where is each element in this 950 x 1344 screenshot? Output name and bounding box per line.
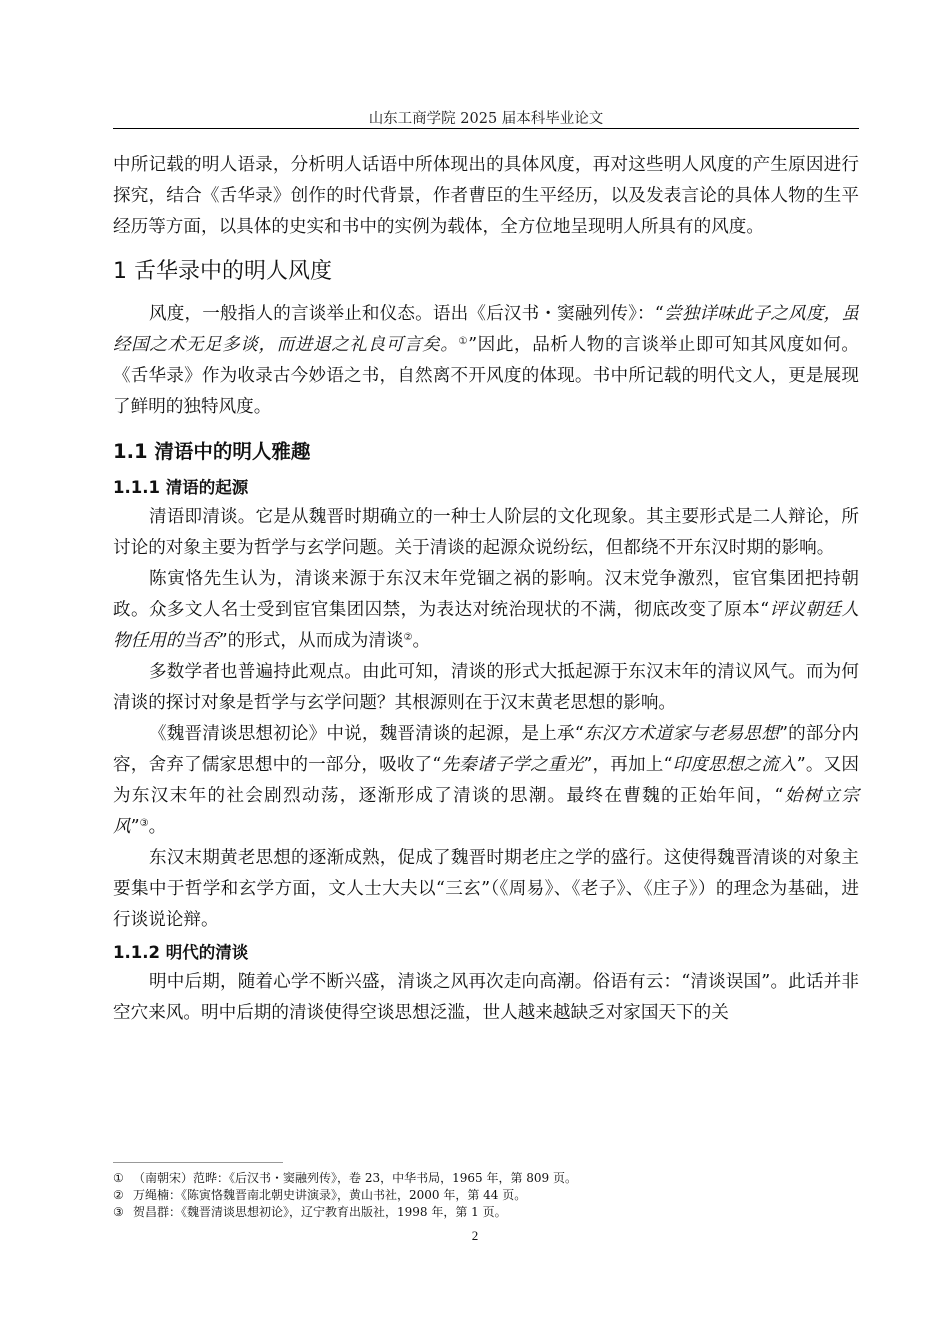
footnote (113, 1204, 859, 1221)
text: ”，再加上“ (583, 755, 673, 775)
subsection-heading: 1.1 清语中的明人雅趣 (113, 440, 311, 463)
quotation: 先秦诸子学之重光 (441, 755, 584, 775)
footnote (113, 1170, 859, 1187)
paragraph-ming-qingtan: 明中后期，随着心学不断兴盛，清谈之风再次走向高潮。俗语有云：“清谈误国”。此话并非空穴来风。明中后期的清谈使得空谈思想泛滥，世人越来越缺乏对家国天下的关 (113, 972, 859, 1023)
paragraph-fengdu (113, 299, 859, 423)
footnote-mark: ① (113, 1171, 124, 1185)
quotation: 评议朝廷人物任用的当否 (113, 600, 859, 651)
footnote-text: （南朝宋）范晔：《后汉书・窦融列传》，卷 23，中华书局，1965 年，第 809 页。 (133, 1171, 577, 1185)
footnote-ref-2[interactable]: ② (403, 632, 413, 643)
paragraph-chen-yinke (113, 564, 859, 657)
text: 。 (148, 817, 167, 837)
subsubsection-heading-origin: 1.1.1 清语的起源 (113, 478, 249, 497)
text: 风度，一般指人的言谈举止和仪态。语出《后汉书・窦融列传》：“ (149, 304, 664, 324)
text: ”。又因为东汉末年的社会剧烈动荡，逐渐形成了清谈的思潮。最终在曹魏的正始年间，“ (113, 755, 859, 806)
text: ”因此，品析人物的言谈举止即可知其风度如何。《舌华录》作为收录古今妙语之书，自然离不开风度的体现。书中所记载的明代文人，更是展现了鲜明的独特风度。 (113, 335, 859, 417)
footnote-ref-3[interactable]: ③ (139, 818, 149, 829)
quotation: 尝独详味此子之风度，虽经国之术无足多谈，而进退之礼良可言矣。 (113, 304, 859, 355)
text: 陈寅恪先生认为，清谈来源于东汉末年党锢之祸的影响。汉末党争激烈，宦官集团把持朝政。众多文人名士受到宦官集团囚禁，为表达对统治现状的不满，彻底改变了原本“ (113, 569, 859, 620)
paragraph-scholars: 多数学者也普遍持此观点。由此可知，清谈的形式大抵起源于东汉末年的清议风气。而为何清谈的探讨对象是哲学与玄学问题？其根源则在于汉末黄老思想的影响。 (113, 662, 859, 713)
footnote (113, 1187, 859, 1204)
footnote-text: 贺昌群：《魏晋清谈思想初论》，辽宁教育出版社，1998 年，第 1 页。 (133, 1205, 507, 1219)
subsubsection-heading-ming: 1.1.2 明代的清谈 (113, 943, 249, 962)
running-header: 山东工商学院 2025 届本科毕业论文 (368, 111, 604, 127)
text: ”的部分内容，舍弃了儒家思想中的一部分，吸收了“ (113, 724, 859, 775)
section-heading: 1 舌华录中的明人风度 (113, 259, 332, 284)
footnote-text: 万绳楠：《陈寅恪魏晋南北朝史讲演录》，黄山书社，2000 年，第 44 页。 (133, 1188, 527, 1202)
page-number: 2 (471, 1228, 479, 1243)
paragraph-qingyu: 清语即清谈。它是从魏晋时期确立的一种士人阶层的文化现象。其主要形式是二人辩论，所讨论的对象主要为哲学与玄学问题。关于清谈的起源众说纷纭，但都绕不开东汉时期的影响。 (113, 507, 859, 558)
paragraph-huanglao: 东汉末期黄老思想的逐渐成熟，促成了魏晋时期老庄之学的盛行。这使得魏晋清谈的对象主要集中于哲学和玄学方面，文人士大夫以“三玄”（《周易》、《老子》、《庄子》）的理念为基础，进行谈说论辩。 (113, 848, 859, 930)
page-body (113, 150, 859, 1029)
quotation: 印度思想之流入 (672, 755, 797, 775)
text: 。 (412, 631, 431, 651)
text: ” (130, 817, 140, 837)
footnote-rule (113, 1162, 283, 1163)
text: ”的形式，从而成为清谈 (218, 631, 404, 651)
header-rule (113, 128, 859, 129)
paragraph-weijin (113, 719, 859, 843)
text: 《魏晋清谈思想初论》中说，魏晋清谈的起源，是上承“ (149, 724, 584, 744)
footnote-mark: ② (113, 1188, 124, 1202)
footnotes (113, 1170, 859, 1221)
quotation: 东汉方术道家与老易思想 (583, 724, 780, 744)
quotation: 始树立宗风 (113, 786, 859, 837)
footnote-mark: ③ (113, 1205, 124, 1219)
intro-paragraph: 中所记载的明人语录，分析明人话语中所体现出的具体风度，再对这些明人风度的产生原因进行探究，结合《舌华录》创作的时代背景，作者曹臣的生平经历，以及发表言论的具体人物的生平经历等方面，以具体的史实和书中的实例为载体，全方位地呈现明人所具有的风度。 (113, 155, 859, 237)
footnote-ref-1[interactable]: ① (458, 336, 469, 347)
